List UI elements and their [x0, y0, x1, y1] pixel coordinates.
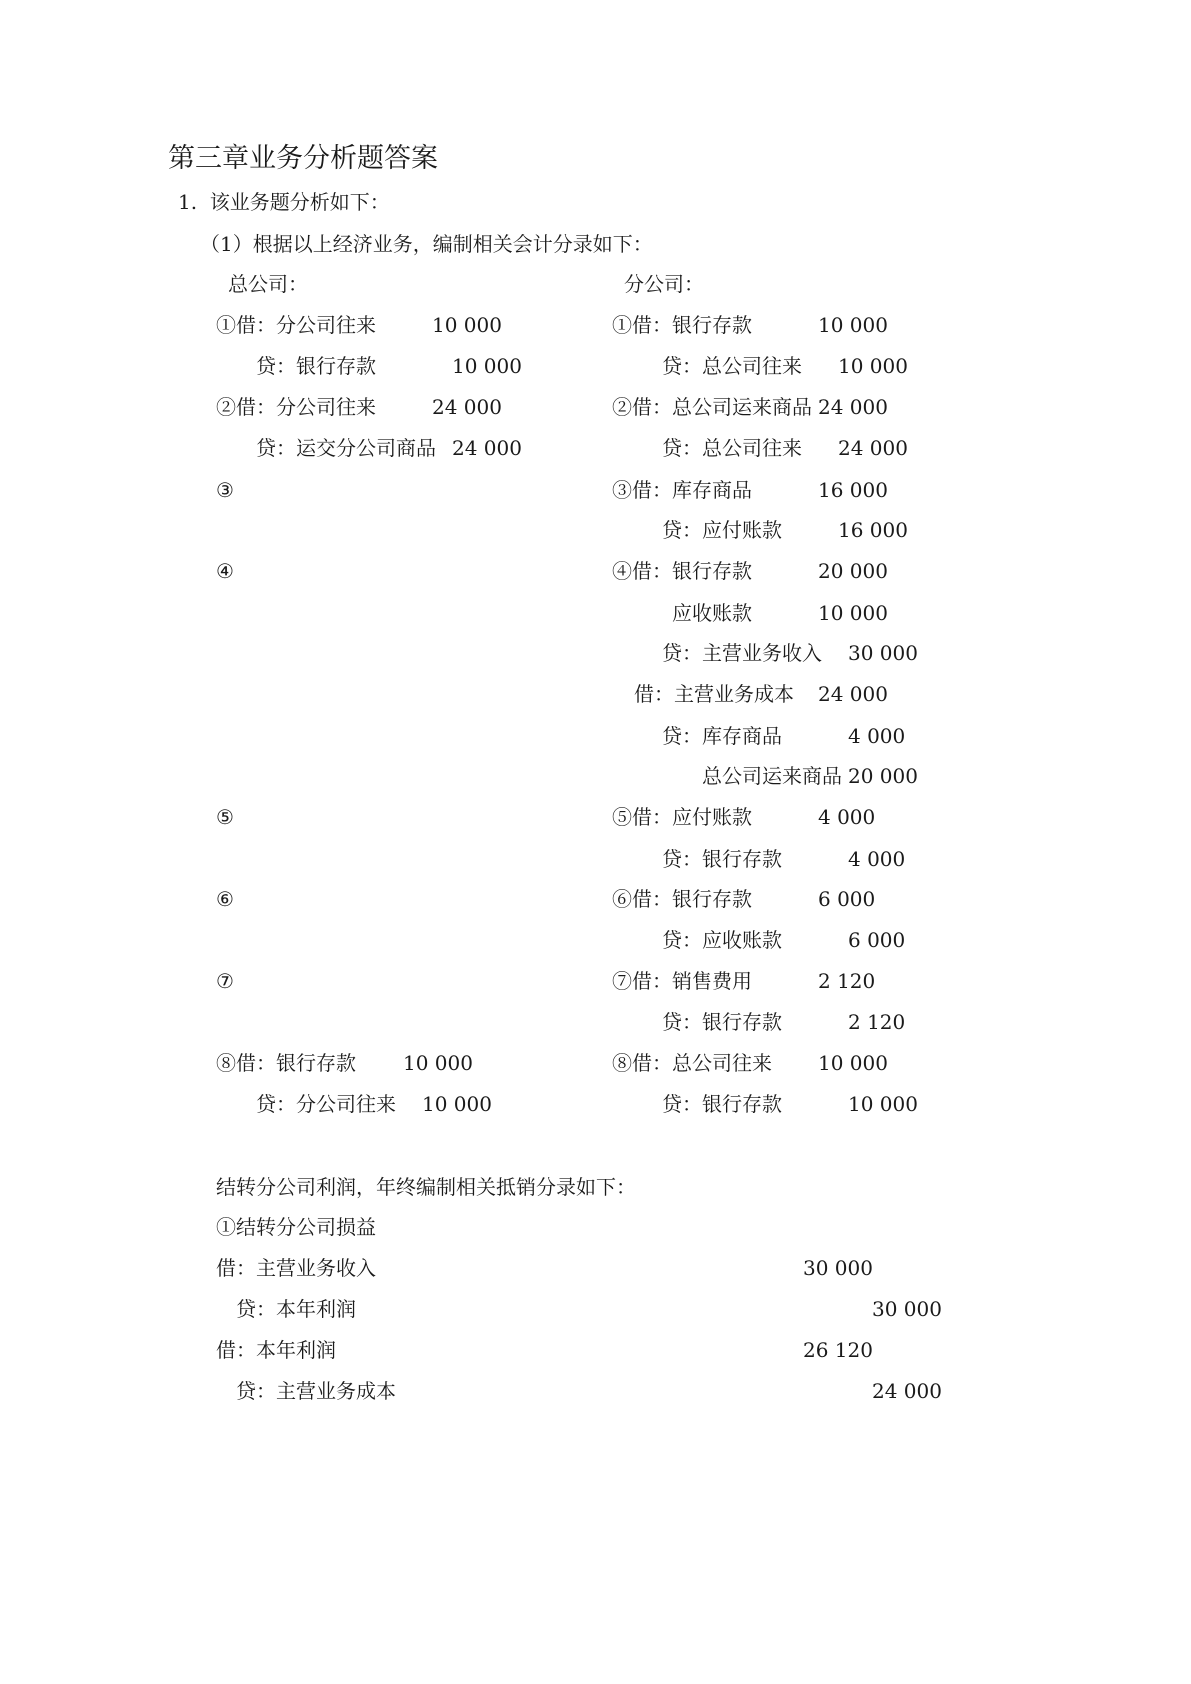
closing-intro: 结转分公司利润，年终编制相关抵销分录如下：: [216, 1175, 636, 1199]
br-entry-1-debit: ①借：银行存款: [612, 313, 752, 337]
hq-entry-2-debit-amount: 24 000: [432, 395, 502, 419]
hq-entry-4: ④: [216, 559, 234, 583]
br-entry-7-debit-amount: 2 120: [818, 969, 876, 993]
closing-line-4: 贷：主营业务成本: [236, 1379, 396, 1403]
br-entry-4-debit-2-amount: 10 000: [818, 601, 888, 625]
br-entry-7-debit: ⑦借：销售费用: [612, 969, 752, 993]
hq-entry-8-debit: ⑧借：银行存款: [216, 1051, 356, 1075]
hq-entry-1-debit-amount: 10 000: [432, 313, 502, 337]
br-entry-1-credit: 贷：总公司往来: [662, 354, 802, 378]
hq-entry-3: ③: [216, 478, 234, 502]
br-entry-6-credit: 贷：应收账款: [662, 928, 782, 952]
br-entry-1-debit-amount: 10 000: [818, 313, 888, 337]
hq-entry-8-credit: 贷：分公司往来: [256, 1092, 396, 1116]
br-entry-7-credit-amount: 2 120: [848, 1010, 906, 1034]
br-entry-6-credit-amount: 6 000: [848, 928, 906, 952]
br-entry-6-debit-amount: 6 000: [818, 887, 876, 911]
br-entry-2-credit-amount: 24 000: [838, 436, 908, 460]
br-entry-3-debit-amount: 16 000: [818, 478, 888, 502]
hq-entry-1-credit-amount: 10 000: [452, 354, 522, 378]
hq-entry-1-debit: ①借：分公司往来: [216, 313, 376, 337]
closing-line-1-amount: 30 000: [803, 1256, 873, 1280]
page-title: 第三章业务分析题答案: [168, 143, 438, 174]
br-entry-4-debit-1-amount: 20 000: [818, 559, 888, 583]
hq-header: 总公司：: [228, 272, 308, 296]
br-entry-4-debit-2: 应收账款: [672, 601, 752, 625]
hq-entry-2-debit: ②借：分公司往来: [216, 395, 376, 419]
br-entry-4-credit-3: 总公司运来商品: [702, 764, 842, 788]
br-entry-4-credit-1: 贷：主营业务收入: [662, 641, 822, 665]
question-subpart: （1）根据以上经济业务，编制相关会计分录如下：: [200, 232, 653, 256]
br-entry-8-credit: 贷：银行存款: [662, 1092, 782, 1116]
br-entry-8-debit-amount: 10 000: [818, 1051, 888, 1075]
br-entry-2-credit: 贷：总公司往来: [662, 436, 802, 460]
hq-entry-2-credit: 贷：运交分公司商品: [256, 436, 436, 460]
br-entry-8-debit: ⑧借：总公司往来: [612, 1051, 772, 1075]
br-entry-4-credit-1-amount: 30 000: [848, 641, 918, 665]
br-entry-6-debit: ⑥借：银行存款: [612, 887, 752, 911]
br-entry-3-credit-amount: 16 000: [838, 518, 908, 542]
hq-entry-8-debit-amount: 10 000: [403, 1051, 473, 1075]
br-entry-5-credit-amount: 4 000: [848, 847, 906, 871]
br-entry-3-debit: ③借：库存商品: [612, 478, 752, 502]
br-entry-7-credit: 贷：银行存款: [662, 1010, 782, 1034]
br-entry-5-debit-amount: 4 000: [818, 805, 876, 829]
br-entry-5-debit: ⑤借：应付账款: [612, 805, 752, 829]
br-entry-8-credit-amount: 10 000: [848, 1092, 918, 1116]
br-entry-3-credit: 贷：应付账款: [662, 518, 782, 542]
br-entry-4-debit-3-amount: 24 000: [818, 682, 888, 706]
closing-line-3-amount: 26 120: [803, 1338, 873, 1362]
br-entry-5-credit: 贷：银行存款: [662, 847, 782, 871]
branch-header: 分公司：: [624, 272, 704, 296]
hq-entry-7: ⑦: [216, 969, 234, 993]
closing-line-4-amount: 24 000: [872, 1379, 942, 1403]
hq-entry-5: ⑤: [216, 805, 234, 829]
br-entry-4-credit-2: 贷：库存商品: [662, 724, 782, 748]
br-entry-4-credit-3-amount: 20 000: [848, 764, 918, 788]
hq-entry-2-credit-amount: 24 000: [452, 436, 522, 460]
closing-line-1: 借：主营业务收入: [216, 1256, 376, 1280]
br-entry-4-credit-2-amount: 4 000: [848, 724, 906, 748]
hq-entry-8-credit-amount: 10 000: [422, 1092, 492, 1116]
br-entry-2-debit: ②借：总公司运来商品: [612, 395, 812, 419]
br-entry-4-debit-1: ④借：银行存款: [612, 559, 752, 583]
hq-entry-6: ⑥: [216, 887, 234, 911]
closing-line-2-amount: 30 000: [872, 1297, 942, 1321]
closing-step-1: ①结转分公司损益: [216, 1215, 376, 1239]
br-entry-4-debit-3: 借：主营业务成本: [634, 682, 794, 706]
br-entry-1-credit-amount: 10 000: [838, 354, 908, 378]
closing-line-2: 贷：本年利润: [236, 1297, 356, 1321]
br-entry-2-debit-amount: 24 000: [818, 395, 888, 419]
closing-line-3: 借：本年利润: [216, 1338, 336, 1362]
hq-entry-1-credit: 贷：银行存款: [256, 354, 376, 378]
question-intro: 1. 该业务题分析如下：: [178, 190, 390, 214]
